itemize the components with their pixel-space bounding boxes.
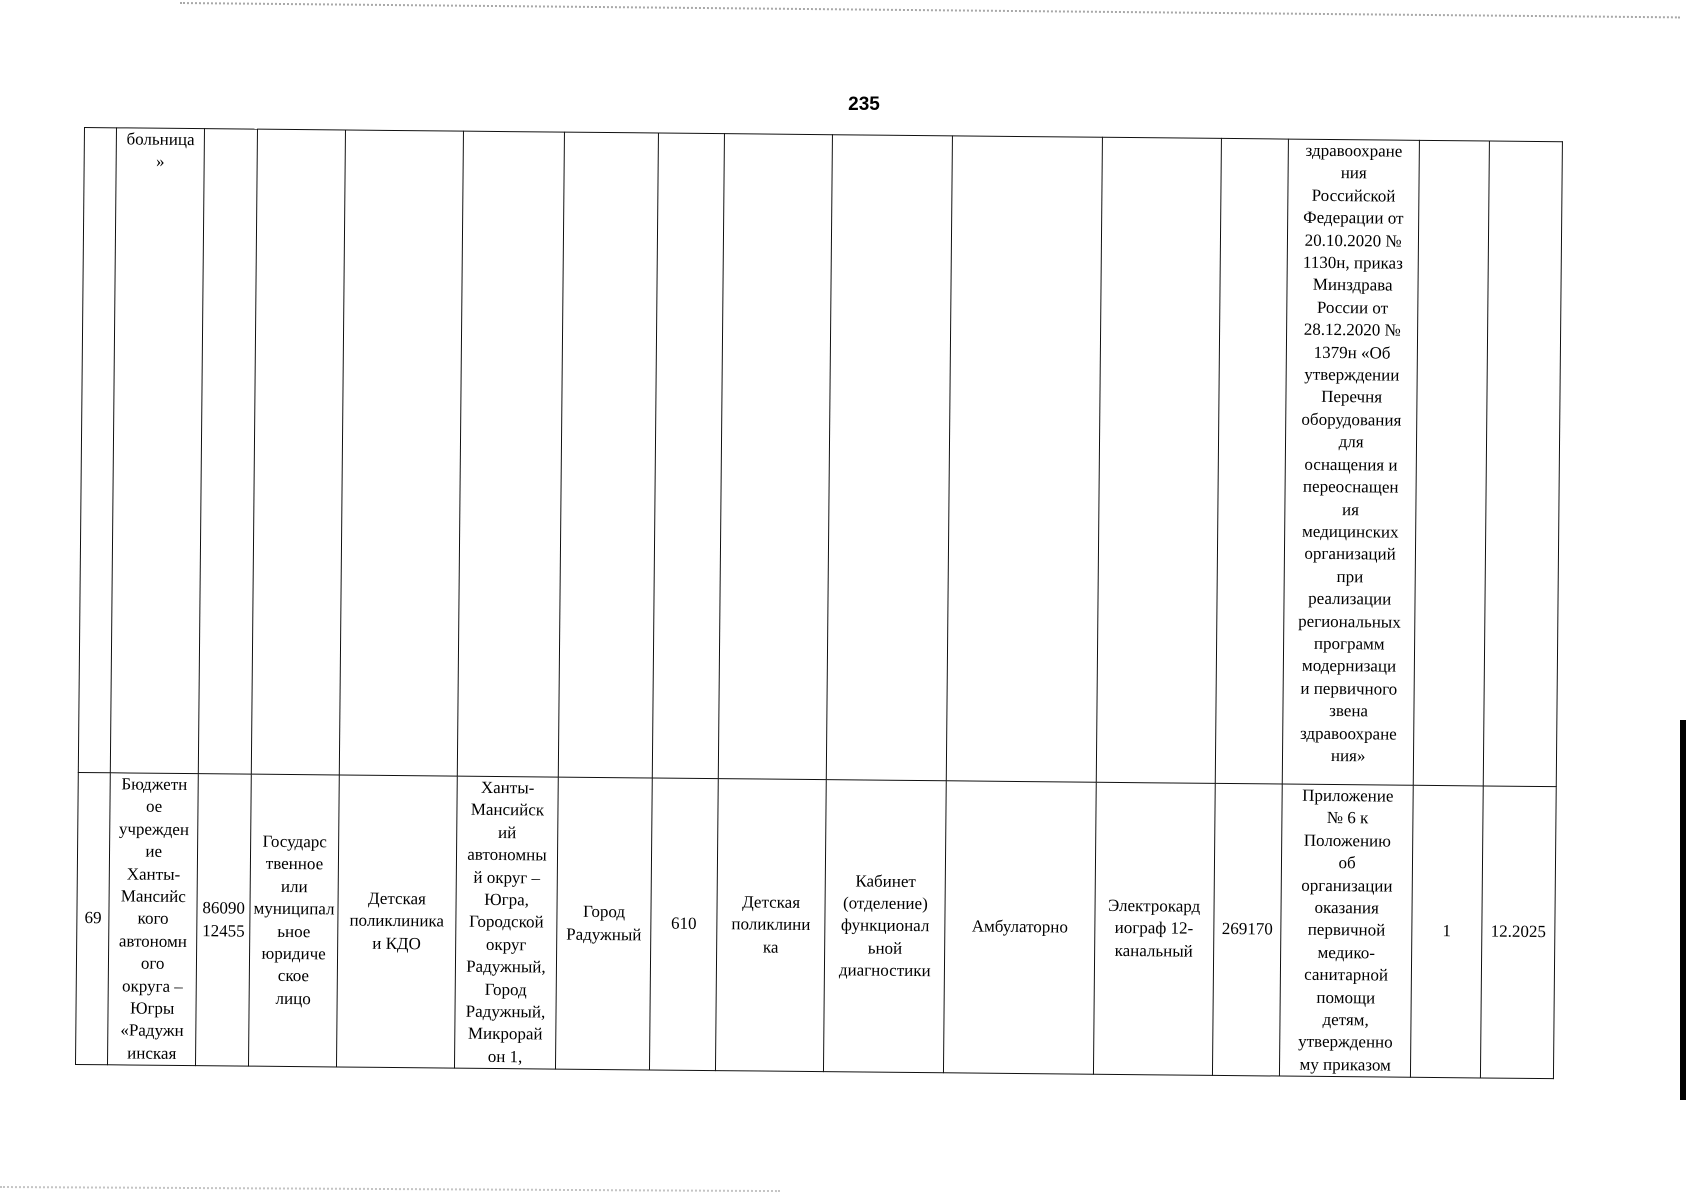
cell-address: Ханты- Мансийск ий автономны й округ – Югра, Городской округ Радужный, Город Радужный, Микрорай он 1, — [454, 776, 558, 1069]
cell-legal-basis: Приложение № 6 к Положению об организации оказания первичной медико- санитарной помощи детям, утвержденно му приказом — [1280, 784, 1413, 1078]
table-row-69 — [75, 772, 1556, 1078]
cell-care-condition: Амбулаторно — [944, 781, 1096, 1075]
cell-quantity — [1413, 140, 1489, 786]
cell-room: Кабинет (отделение) функционал ьной диагностики — [824, 780, 947, 1073]
cell-facility — [339, 130, 463, 776]
equipment-table — [75, 127, 1563, 1079]
cell-care-condition — [947, 136, 1102, 782]
cell-equipment: Электрокард иограф 12- канальный — [1093, 782, 1215, 1075]
cell-equipment — [1096, 137, 1221, 783]
cell-equipment-code — [1215, 138, 1289, 784]
scan-edge-top — [180, 2, 1680, 18]
cell-legal-basis: здравоохране ния Российской Федерации от 20.10.2020 № 1130н, приказ Минздрава России от 28.12.2020 № 1379н «Об утверждении Перечня оборудования для оснащения и переоснащен ия медицинских организаций при реализации региональных программ модернизаци и первичного звена здравоохране ния» — [1283, 139, 1420, 785]
cell-org-name: больница » — [111, 128, 205, 774]
cell-quantity: 1 — [1410, 785, 1483, 1078]
cell-date — [1483, 141, 1562, 787]
cell-date: 12.2025 — [1480, 786, 1556, 1079]
cell-unit: Детская поликлини ка — [715, 779, 826, 1072]
cell-code: 610 — [649, 778, 718, 1071]
cell-inn: 86090 12455 — [196, 774, 252, 1067]
cell-number: 69 — [75, 772, 110, 1065]
cell-equipment-code: 269170 — [1212, 783, 1283, 1076]
table-row-continuation — [78, 128, 1562, 787]
scan-edge-bottom — [0, 1186, 780, 1192]
cell-inn — [198, 129, 257, 774]
cell-legal-form — [252, 129, 346, 775]
cell-settlement — [558, 132, 658, 778]
cell-code — [652, 133, 724, 779]
cell-facility: Детская поликлиника и КДО — [336, 775, 457, 1068]
cell-unit — [718, 134, 833, 780]
page-number: 235 — [848, 94, 880, 115]
scan-edge-right — [1680, 720, 1686, 1100]
cell-settlement: Город Радужный — [556, 777, 653, 1070]
cell-org-name: Бюджетн ое учрежден ие Ханты- Мансийс кого автономн ого округа – Югры «Радужн инская — [108, 773, 198, 1066]
cell-legal-form: Государс твенное или муниципал ьное юридиче ское лицо — [249, 774, 339, 1067]
cell-room — [827, 135, 953, 781]
cell-address — [457, 131, 564, 777]
document-sheet — [75, 127, 1563, 1083]
